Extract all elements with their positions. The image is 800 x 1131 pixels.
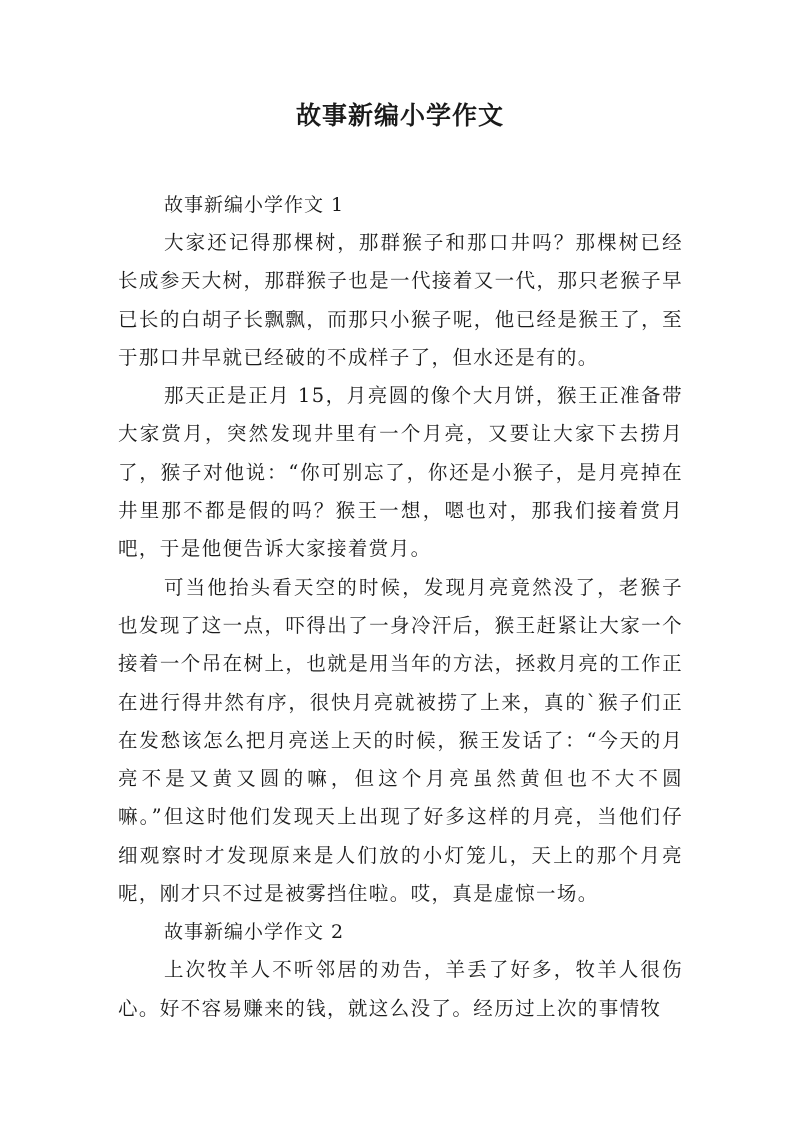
- paragraph: 大家还记得那棵树，那群猴子和那口井吗？那棵树已经长成参天大树，那群猴子也是一代接着又一代，那只老猴子早已长的白胡子长飘飘，而那只小猴子呢，他已经是猴王了，至于那口井早就已经破的不成样子了，但水还是有的。: [118, 231, 683, 369]
- paragraph: 上次牧羊人不听邻居的劝告，羊丢了好多，牧羊人很伤心。好不容易赚来的钱，就这么没了。经历过上次的事情牧: [118, 958, 683, 1020]
- document-body: [118, 186, 683, 1028]
- essay-section-2: [118, 913, 683, 1028]
- essay-section-1: [118, 186, 683, 913]
- section-heading: 故事新编小学作文 1: [164, 194, 345, 216]
- document-title: 故事新编小学作文: [295, 101, 504, 130]
- paragraph: 可当他抬头看天空的时候，发现月亮竟然没了，老猴子也发现了这一点，吓得出了一身冷汗后，猴王赶紧让大家一个接着一个吊在树上，也就是用当年的方法，拯救月亮的工作正在进行得井然有序，很快月亮就被捞了上来，真的`猴子们正在发愁该怎么把月亮送上天的时候，猴王发话了：“今天的月亮不是又黄又圆的嘛，但这个月亮虽然黄但也不大不圆嘛。”但这时他们发现天上出现了好多这样的月亮，当他们仔细观察时才发现原来是人们放的小灯笼儿，天上的那个月亮呢，刚才只不过是被雾挡住啦。哎，真是虚惊一场。: [118, 575, 683, 906]
- section-heading: 故事新编小学作文 2: [164, 921, 345, 944]
- paragraph: 那天正是正月 15，月亮圆的像个大月饼，猴王正准备带大家赏月，突然发现井里有一个月亮，又要让大家下去捞月了，猴子对他说：“你可别忘了，你还是小猴子，是月亮掉在井里那不都是假的吗？猴王一想，嗯也对，那我们接着赏月吧，于是他便告诉大家接着赏月。: [118, 384, 683, 561]
